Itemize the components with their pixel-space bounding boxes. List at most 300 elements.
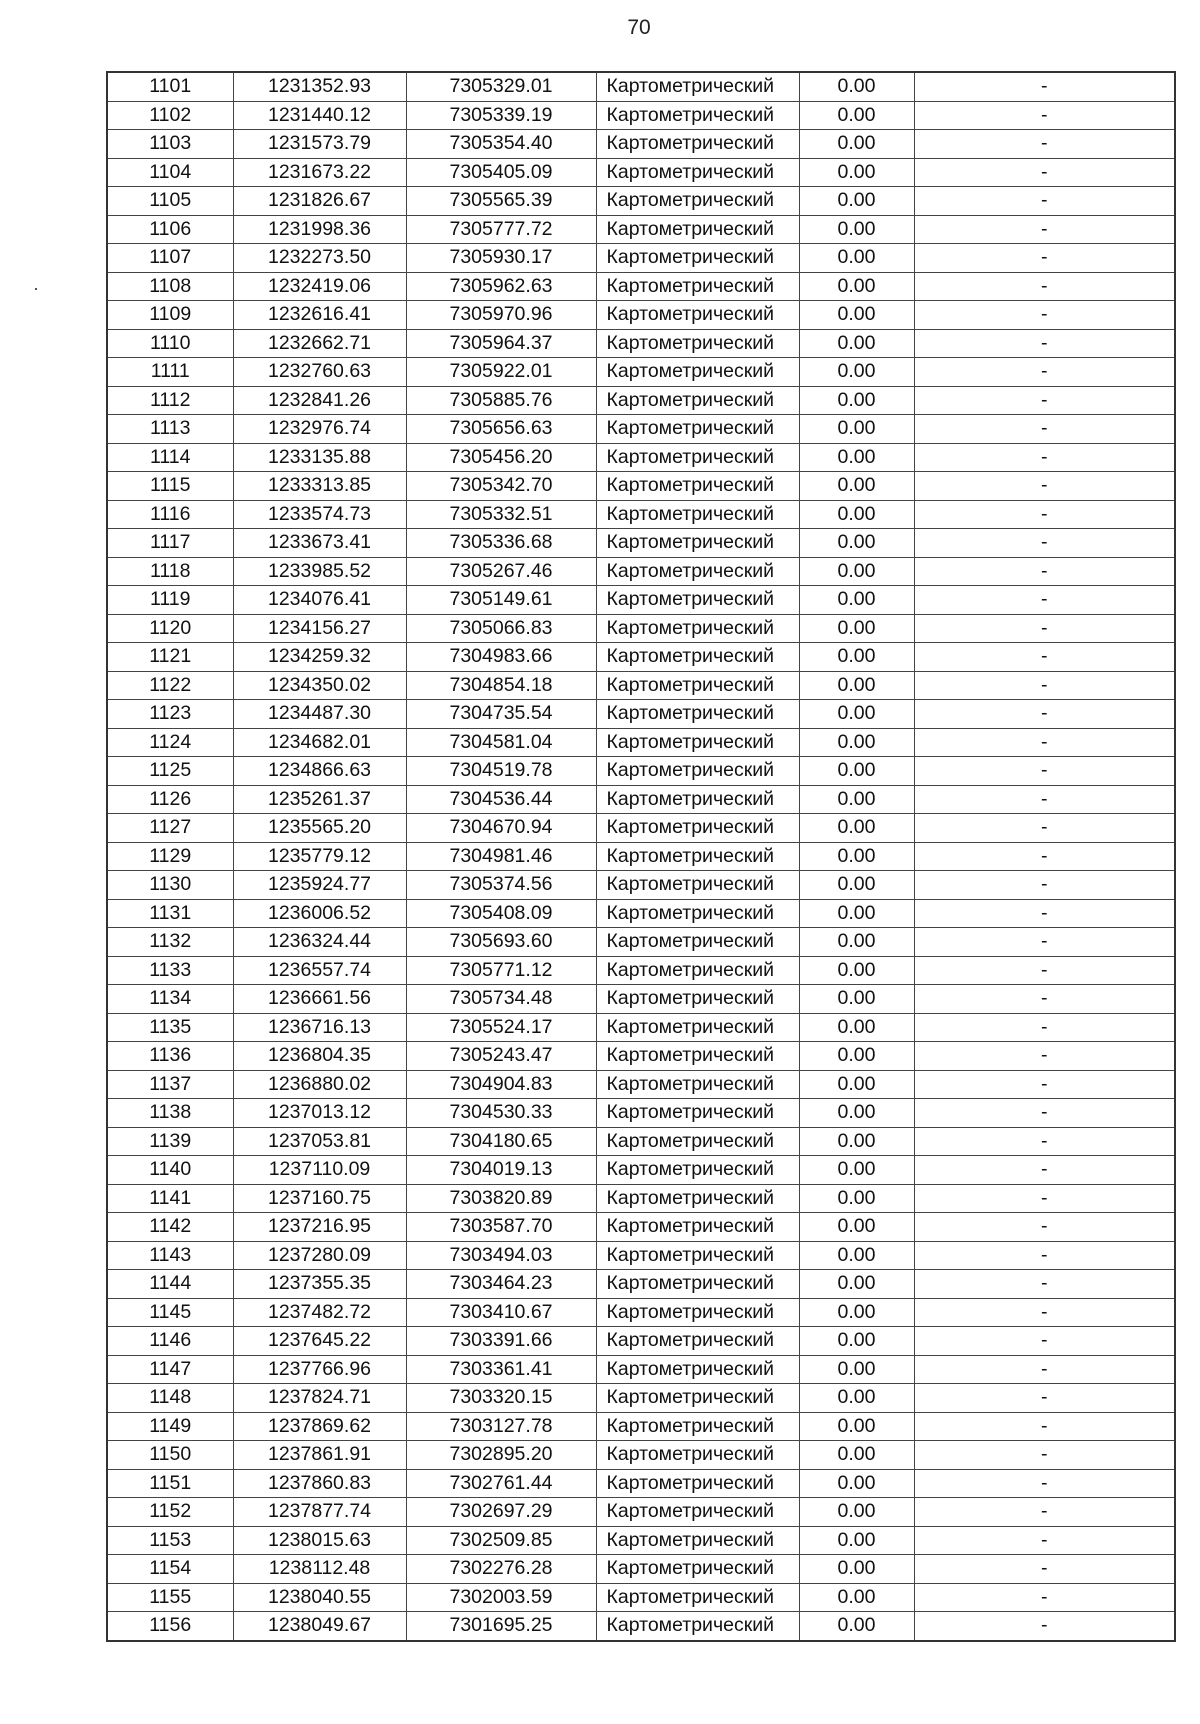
note-cell: -: [914, 985, 1175, 1014]
note-cell: -: [914, 215, 1175, 244]
y-coordinate-cell: 7302276.28: [406, 1555, 596, 1584]
note-cell: -: [914, 842, 1175, 871]
method-cell: Картометрический: [596, 1441, 799, 1470]
y-coordinate-cell: 7304854.18: [406, 671, 596, 700]
method-cell: Картометрический: [596, 700, 799, 729]
point-number-cell: 1125: [107, 757, 233, 786]
method-cell: Картометрический: [596, 871, 799, 900]
point-number-cell: 1147: [107, 1355, 233, 1384]
y-coordinate-cell: 7302895.20: [406, 1441, 596, 1470]
note-cell: -: [914, 1156, 1175, 1185]
accuracy-cell: 0.00: [799, 1070, 914, 1099]
accuracy-cell: 0.00: [799, 1270, 914, 1299]
accuracy-cell: 0.00: [799, 244, 914, 273]
note-cell: -: [914, 1412, 1175, 1441]
method-cell: Картометрический: [596, 814, 799, 843]
table-row: [107, 757, 1175, 786]
accuracy-cell: 0.00: [799, 728, 914, 757]
table-row: [107, 700, 1175, 729]
point-number-cell: 1101: [107, 72, 233, 101]
method-cell: Картометрический: [596, 301, 799, 330]
y-coordinate-cell: 7304735.54: [406, 700, 596, 729]
y-coordinate-cell: 7302003.59: [406, 1583, 596, 1612]
point-number-cell: 1129: [107, 842, 233, 871]
x-coordinate-cell: 1237053.81: [233, 1127, 406, 1156]
y-coordinate-cell: 7305970.96: [406, 301, 596, 330]
x-coordinate-cell: 1232273.50: [233, 244, 406, 273]
method-cell: Картометрический: [596, 443, 799, 472]
method-cell: Картометрический: [596, 1184, 799, 1213]
x-coordinate-cell: 1231826.67: [233, 187, 406, 216]
table-row: [107, 1156, 1175, 1185]
x-coordinate-cell: 1238049.67: [233, 1612, 406, 1641]
note-cell: -: [914, 500, 1175, 529]
note-cell: -: [914, 899, 1175, 928]
table-row: [107, 785, 1175, 814]
accuracy-cell: 0.00: [799, 1327, 914, 1356]
y-coordinate-cell: 7303410.67: [406, 1298, 596, 1327]
point-number-cell: 1105: [107, 187, 233, 216]
accuracy-cell: 0.00: [799, 985, 914, 1014]
x-coordinate-cell: 1236880.02: [233, 1070, 406, 1099]
point-number-cell: 1120: [107, 614, 233, 643]
table-row: [107, 1355, 1175, 1384]
accuracy-cell: 0.00: [799, 1526, 914, 1555]
note-cell: -: [914, 1612, 1175, 1641]
note-cell: -: [914, 1498, 1175, 1527]
accuracy-cell: 0.00: [799, 101, 914, 130]
y-coordinate-cell: 7303587.70: [406, 1213, 596, 1242]
table-row: [107, 871, 1175, 900]
point-number-cell: 1108: [107, 272, 233, 301]
method-cell: Картометрический: [596, 358, 799, 387]
method-cell: Картометрический: [596, 586, 799, 615]
note-cell: -: [914, 358, 1175, 387]
x-coordinate-cell: 1236661.56: [233, 985, 406, 1014]
accuracy-cell: 0.00: [799, 1469, 914, 1498]
point-number-cell: 1114: [107, 443, 233, 472]
point-number-cell: 1102: [107, 101, 233, 130]
note-cell: -: [914, 472, 1175, 501]
method-cell: Картометрический: [596, 1469, 799, 1498]
point-number-cell: 1155: [107, 1583, 233, 1612]
y-coordinate-cell: 7305336.68: [406, 529, 596, 558]
x-coordinate-cell: 1235924.77: [233, 871, 406, 900]
method-cell: Картометрический: [596, 728, 799, 757]
accuracy-cell: 0.00: [799, 215, 914, 244]
note-cell: -: [914, 956, 1175, 985]
table-row: [107, 557, 1175, 586]
x-coordinate-cell: 1231352.93: [233, 72, 406, 101]
point-number-cell: 1131: [107, 899, 233, 928]
point-number-cell: 1112: [107, 386, 233, 415]
table-row: [107, 643, 1175, 672]
accuracy-cell: 0.00: [799, 785, 914, 814]
x-coordinate-cell: 1235779.12: [233, 842, 406, 871]
table-row: [107, 814, 1175, 843]
point-number-cell: 1116: [107, 500, 233, 529]
point-number-cell: 1138: [107, 1099, 233, 1128]
accuracy-cell: 0.00: [799, 415, 914, 444]
note-cell: -: [914, 386, 1175, 415]
point-number-cell: 1132: [107, 928, 233, 957]
y-coordinate-cell: 7304581.04: [406, 728, 596, 757]
table-row: [107, 72, 1175, 101]
y-coordinate-cell: 7304180.65: [406, 1127, 596, 1156]
x-coordinate-cell: 1231573.79: [233, 130, 406, 159]
table-row: [107, 215, 1175, 244]
method-cell: Картометрический: [596, 1241, 799, 1270]
note-cell: -: [914, 1184, 1175, 1213]
method-cell: Картометрический: [596, 1127, 799, 1156]
accuracy-cell: 0.00: [799, 899, 914, 928]
y-coordinate-cell: 7305771.12: [406, 956, 596, 985]
point-number-cell: 1136: [107, 1042, 233, 1071]
method-cell: Картометрический: [596, 329, 799, 358]
y-coordinate-cell: 7305342.70: [406, 472, 596, 501]
point-number-cell: 1109: [107, 301, 233, 330]
method-cell: Картометрический: [596, 757, 799, 786]
note-cell: -: [914, 1583, 1175, 1612]
x-coordinate-cell: 1237766.96: [233, 1355, 406, 1384]
method-cell: Картометрический: [596, 500, 799, 529]
note-cell: -: [914, 1241, 1175, 1270]
y-coordinate-cell: 7305922.01: [406, 358, 596, 387]
point-number-cell: 1117: [107, 529, 233, 558]
note-cell: -: [914, 187, 1175, 216]
method-cell: Картометрический: [596, 1213, 799, 1242]
note-cell: -: [914, 871, 1175, 900]
y-coordinate-cell: 7303361.41: [406, 1355, 596, 1384]
method-cell: Картометрический: [596, 1099, 799, 1128]
accuracy-cell: 0.00: [799, 1127, 914, 1156]
x-coordinate-cell: 1238040.55: [233, 1583, 406, 1612]
note-cell: -: [914, 1070, 1175, 1099]
method-cell: Картометрический: [596, 557, 799, 586]
x-coordinate-cell: 1238015.63: [233, 1526, 406, 1555]
note-cell: -: [914, 1327, 1175, 1356]
y-coordinate-cell: 7304670.94: [406, 814, 596, 843]
point-number-cell: 1135: [107, 1013, 233, 1042]
accuracy-cell: 0.00: [799, 1498, 914, 1527]
note-cell: -: [914, 1213, 1175, 1242]
table-row: [107, 529, 1175, 558]
point-number-cell: 1110: [107, 329, 233, 358]
note-cell: -: [914, 1127, 1175, 1156]
x-coordinate-cell: 1237645.22: [233, 1327, 406, 1356]
table-row: [107, 101, 1175, 130]
note-cell: -: [914, 72, 1175, 101]
y-coordinate-cell: 7305149.61: [406, 586, 596, 615]
x-coordinate-cell: 1231440.12: [233, 101, 406, 130]
table-row: [107, 130, 1175, 159]
accuracy-cell: 0.00: [799, 1184, 914, 1213]
table-row: [107, 928, 1175, 957]
table-row: [107, 1070, 1175, 1099]
table-row: [107, 415, 1175, 444]
accuracy-cell: 0.00: [799, 1156, 914, 1185]
x-coordinate-cell: 1235565.20: [233, 814, 406, 843]
x-coordinate-cell: 1231998.36: [233, 215, 406, 244]
table-row: [107, 472, 1175, 501]
note-cell: -: [914, 671, 1175, 700]
y-coordinate-cell: 7305964.37: [406, 329, 596, 358]
accuracy-cell: 0.00: [799, 586, 914, 615]
x-coordinate-cell: 1231673.22: [233, 158, 406, 187]
y-coordinate-cell: 7305243.47: [406, 1042, 596, 1071]
accuracy-cell: 0.00: [799, 842, 914, 871]
note-cell: -: [914, 757, 1175, 786]
x-coordinate-cell: 1232419.06: [233, 272, 406, 301]
method-cell: Картометрический: [596, 671, 799, 700]
accuracy-cell: 0.00: [799, 557, 914, 586]
accuracy-cell: 0.00: [799, 956, 914, 985]
x-coordinate-cell: 1234259.32: [233, 643, 406, 672]
x-coordinate-cell: 1237482.72: [233, 1298, 406, 1327]
y-coordinate-cell: 7305885.76: [406, 386, 596, 415]
accuracy-cell: 0.00: [799, 358, 914, 387]
note-cell: -: [914, 1099, 1175, 1128]
method-cell: Картометрический: [596, 386, 799, 415]
y-coordinate-cell: 7305374.56: [406, 871, 596, 900]
x-coordinate-cell: 1233313.85: [233, 472, 406, 501]
note-cell: -: [914, 130, 1175, 159]
method-cell: Картометрический: [596, 244, 799, 273]
y-coordinate-cell: 7301695.25: [406, 1612, 596, 1641]
accuracy-cell: 0.00: [799, 871, 914, 900]
point-number-cell: 1121: [107, 643, 233, 672]
table-row: [107, 1213, 1175, 1242]
table-row: [107, 1583, 1175, 1612]
point-number-cell: 1134: [107, 985, 233, 1014]
y-coordinate-cell: 7305565.39: [406, 187, 596, 216]
accuracy-cell: 0.00: [799, 1241, 914, 1270]
accuracy-cell: 0.00: [799, 187, 914, 216]
x-coordinate-cell: 1237861.91: [233, 1441, 406, 1470]
accuracy-cell: 0.00: [799, 928, 914, 957]
accuracy-cell: 0.00: [799, 614, 914, 643]
note-cell: -: [914, 1441, 1175, 1470]
x-coordinate-cell: 1233135.88: [233, 443, 406, 472]
y-coordinate-cell: 7305408.09: [406, 899, 596, 928]
note-cell: -: [914, 586, 1175, 615]
table-row: [107, 671, 1175, 700]
method-cell: Картометрический: [596, 1070, 799, 1099]
method-cell: Картометрический: [596, 272, 799, 301]
method-cell: Картометрический: [596, 1327, 799, 1356]
y-coordinate-cell: 7302509.85: [406, 1526, 596, 1555]
table-row: [107, 500, 1175, 529]
point-number-cell: 1154: [107, 1555, 233, 1584]
y-coordinate-cell: 7303820.89: [406, 1184, 596, 1213]
accuracy-cell: 0.00: [799, 814, 914, 843]
table-row: [107, 1127, 1175, 1156]
table-row: [107, 1042, 1175, 1071]
accuracy-cell: 0.00: [799, 757, 914, 786]
table-row: [107, 1498, 1175, 1527]
point-number-cell: 1149: [107, 1412, 233, 1441]
point-number-cell: 1148: [107, 1384, 233, 1413]
method-cell: Картометрический: [596, 215, 799, 244]
x-coordinate-cell: 1237860.83: [233, 1469, 406, 1498]
y-coordinate-cell: 7305734.48: [406, 985, 596, 1014]
x-coordinate-cell: 1236557.74: [233, 956, 406, 985]
y-coordinate-cell: 7305339.19: [406, 101, 596, 130]
note-cell: -: [914, 1526, 1175, 1555]
y-coordinate-cell: 7304019.13: [406, 1156, 596, 1185]
point-number-cell: 1150: [107, 1441, 233, 1470]
x-coordinate-cell: 1234156.27: [233, 614, 406, 643]
point-number-cell: 1111: [107, 358, 233, 387]
x-coordinate-cell: 1234076.41: [233, 586, 406, 615]
note-cell: -: [914, 1042, 1175, 1071]
point-number-cell: 1151: [107, 1469, 233, 1498]
method-cell: Картометрический: [596, 472, 799, 501]
x-coordinate-cell: 1234350.02: [233, 671, 406, 700]
table-row: [107, 244, 1175, 273]
accuracy-cell: 0.00: [799, 329, 914, 358]
x-coordinate-cell: 1233673.41: [233, 529, 406, 558]
method-cell: Картометрический: [596, 529, 799, 558]
table-row: [107, 1327, 1175, 1356]
x-coordinate-cell: 1237824.71: [233, 1384, 406, 1413]
note-cell: -: [914, 928, 1175, 957]
point-number-cell: 1144: [107, 1270, 233, 1299]
x-coordinate-cell: 1232841.26: [233, 386, 406, 415]
table-row: [107, 899, 1175, 928]
note-cell: -: [914, 272, 1175, 301]
y-coordinate-cell: 7304536.44: [406, 785, 596, 814]
table-row: [107, 187, 1175, 216]
y-coordinate-cell: 7305693.60: [406, 928, 596, 957]
point-number-cell: 1118: [107, 557, 233, 586]
x-coordinate-cell: 1237110.09: [233, 1156, 406, 1185]
y-coordinate-cell: 7305524.17: [406, 1013, 596, 1042]
point-number-cell: 1104: [107, 158, 233, 187]
note-cell: -: [914, 557, 1175, 586]
method-cell: Картометрический: [596, 928, 799, 957]
method-cell: Картометрический: [596, 842, 799, 871]
table-row: [107, 1099, 1175, 1128]
table-row: [107, 358, 1175, 387]
method-cell: Картометрический: [596, 785, 799, 814]
y-coordinate-cell: 7305332.51: [406, 500, 596, 529]
note-cell: -: [914, 1355, 1175, 1384]
accuracy-cell: 0.00: [799, 1213, 914, 1242]
y-coordinate-cell: 7304530.33: [406, 1099, 596, 1128]
x-coordinate-cell: 1237280.09: [233, 1241, 406, 1270]
point-number-cell: 1130: [107, 871, 233, 900]
accuracy-cell: 0.00: [799, 1384, 914, 1413]
x-coordinate-cell: 1236804.35: [233, 1042, 406, 1071]
x-coordinate-cell: 1237013.12: [233, 1099, 406, 1128]
accuracy-cell: 0.00: [799, 301, 914, 330]
method-cell: Картометрический: [596, 1498, 799, 1527]
note-cell: -: [914, 1555, 1175, 1584]
accuracy-cell: 0.00: [799, 1042, 914, 1071]
method-cell: Картометрический: [596, 130, 799, 159]
accuracy-cell: 0.00: [799, 443, 914, 472]
accuracy-cell: 0.00: [799, 671, 914, 700]
table-row: [107, 586, 1175, 615]
note-cell: -: [914, 1298, 1175, 1327]
accuracy-cell: 0.00: [799, 272, 914, 301]
note-cell: -: [914, 158, 1175, 187]
x-coordinate-cell: 1234866.63: [233, 757, 406, 786]
table-row: [107, 842, 1175, 871]
note-cell: -: [914, 301, 1175, 330]
accuracy-cell: 0.00: [799, 1013, 914, 1042]
method-cell: Картометрический: [596, 1526, 799, 1555]
y-coordinate-cell: 7305405.09: [406, 158, 596, 187]
point-number-cell: 1139: [107, 1127, 233, 1156]
method-cell: Картометрический: [596, 1412, 799, 1441]
accuracy-cell: 0.00: [799, 1555, 914, 1584]
table-row: [107, 1270, 1175, 1299]
x-coordinate-cell: 1232760.63: [233, 358, 406, 387]
point-number-cell: 1113: [107, 415, 233, 444]
point-number-cell: 1119: [107, 586, 233, 615]
y-coordinate-cell: 7305267.46: [406, 557, 596, 586]
y-coordinate-cell: 7305656.63: [406, 415, 596, 444]
y-coordinate-cell: 7303391.66: [406, 1327, 596, 1356]
point-number-cell: 1126: [107, 785, 233, 814]
table-row: [107, 329, 1175, 358]
note-cell: -: [914, 1469, 1175, 1498]
y-coordinate-cell: 7304904.83: [406, 1070, 596, 1099]
y-coordinate-cell: 7305777.72: [406, 215, 596, 244]
point-number-cell: 1103: [107, 130, 233, 159]
accuracy-cell: 0.00: [799, 529, 914, 558]
point-number-cell: 1127: [107, 814, 233, 843]
table-row: [107, 1555, 1175, 1584]
y-coordinate-cell: 7302697.29: [406, 1498, 596, 1527]
table-row: [107, 1298, 1175, 1327]
method-cell: Картометрический: [596, 1156, 799, 1185]
accuracy-cell: 0.00: [799, 130, 914, 159]
accuracy-cell: 0.00: [799, 643, 914, 672]
x-coordinate-cell: 1235261.37: [233, 785, 406, 814]
y-coordinate-cell: 7305456.20: [406, 443, 596, 472]
accuracy-cell: 0.00: [799, 158, 914, 187]
point-number-cell: 1122: [107, 671, 233, 700]
method-cell: Картометрический: [596, 158, 799, 187]
y-coordinate-cell: 7305354.40: [406, 130, 596, 159]
point-number-cell: 1141: [107, 1184, 233, 1213]
table-row: [107, 386, 1175, 415]
accuracy-cell: 0.00: [799, 72, 914, 101]
accuracy-cell: 0.00: [799, 472, 914, 501]
note-cell: -: [914, 1013, 1175, 1042]
y-coordinate-cell: 7304983.66: [406, 643, 596, 672]
x-coordinate-cell: 1233574.73: [233, 500, 406, 529]
method-cell: Картометрический: [596, 101, 799, 130]
note-cell: -: [914, 728, 1175, 757]
method-cell: Картометрический: [596, 1013, 799, 1042]
y-coordinate-cell: 7303464.23: [406, 1270, 596, 1299]
method-cell: Картометрический: [596, 72, 799, 101]
note-cell: -: [914, 1270, 1175, 1299]
table-row: [107, 158, 1175, 187]
point-number-cell: 1123: [107, 700, 233, 729]
x-coordinate-cell: 1237877.74: [233, 1498, 406, 1527]
method-cell: Картометрический: [596, 1384, 799, 1413]
point-number-cell: 1115: [107, 472, 233, 501]
note-cell: -: [914, 101, 1175, 130]
table-row: [107, 614, 1175, 643]
method-cell: Картометрический: [596, 1612, 799, 1641]
coordinates-table: [106, 71, 1176, 1642]
